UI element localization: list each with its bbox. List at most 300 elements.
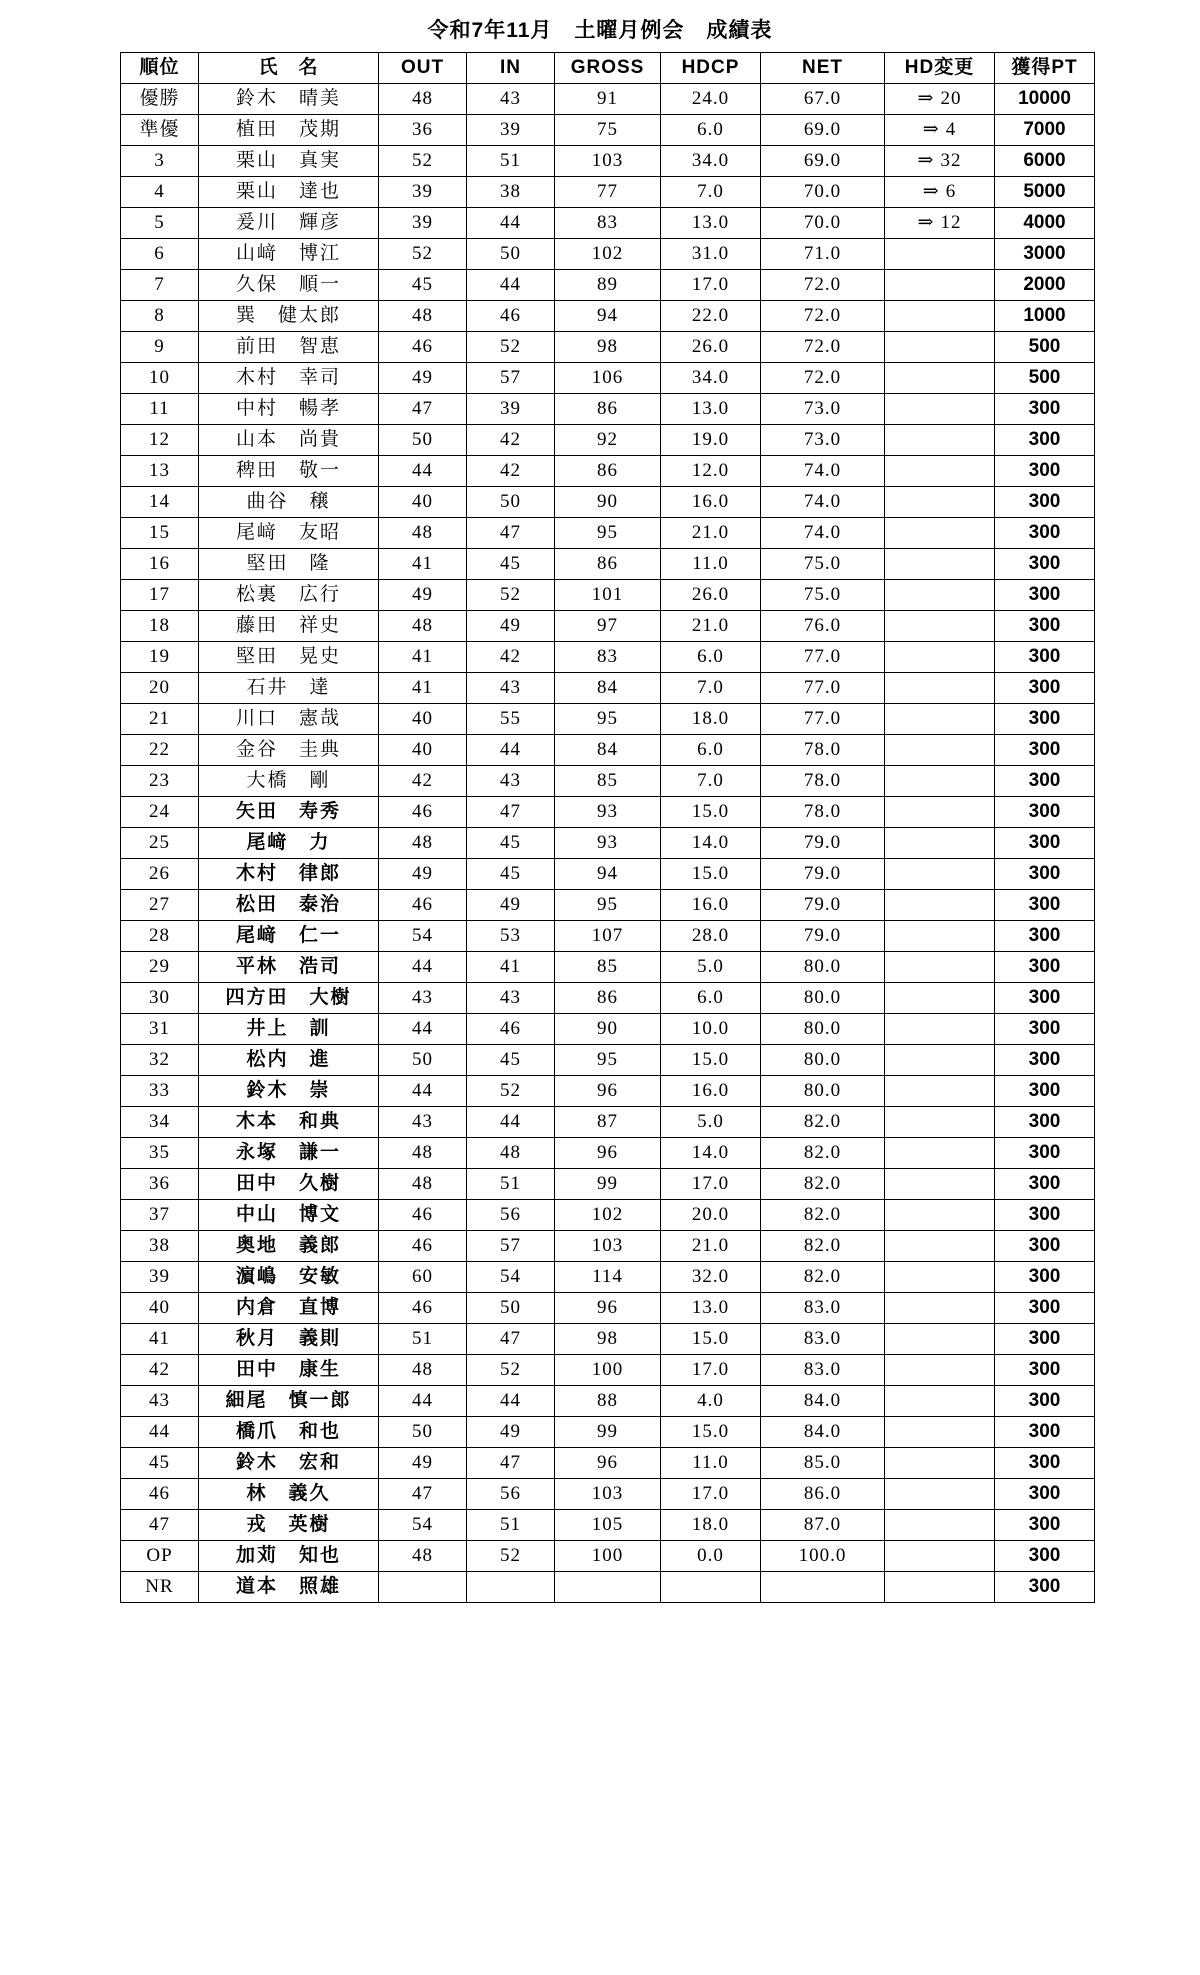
table-row <box>121 1448 1095 1479</box>
cell-hd-change <box>885 394 995 425</box>
cell-name: 爰川 輝彦 <box>199 208 379 239</box>
cell-hd-change <box>885 425 995 456</box>
table-row <box>121 177 1095 208</box>
cell-rank: 42 <box>121 1355 199 1386</box>
cell-in: 39 <box>467 115 555 146</box>
cell-hd-change <box>885 1510 995 1541</box>
cell-name: 木村 律郎 <box>199 859 379 890</box>
cell-hdcp: 7.0 <box>661 673 761 704</box>
cell-hdcp: 15.0 <box>661 797 761 828</box>
table-row <box>121 1324 1095 1355</box>
cell-name: 濵嶋 安敏 <box>199 1262 379 1293</box>
cell-hd-change <box>885 518 995 549</box>
cell-in: 44 <box>467 208 555 239</box>
table-row <box>121 1293 1095 1324</box>
cell-in: 42 <box>467 425 555 456</box>
cell-in: 44 <box>467 735 555 766</box>
cell-name: 尾﨑 力 <box>199 828 379 859</box>
table-row <box>121 1107 1095 1138</box>
column-header-hd-change: HD変更 <box>885 53 995 84</box>
cell-gross: 107 <box>555 921 661 952</box>
cell-points: 500 <box>995 363 1095 394</box>
cell-name: 藤田 祥史 <box>199 611 379 642</box>
cell-hd-change <box>885 332 995 363</box>
table-row <box>121 611 1095 642</box>
cell-net: 73.0 <box>761 394 885 425</box>
cell-net: 84.0 <box>761 1417 885 1448</box>
cell-in: 45 <box>467 828 555 859</box>
cell-points: 2000 <box>995 270 1095 301</box>
cell-hd-change <box>885 611 995 642</box>
cell-rank: 25 <box>121 828 199 859</box>
table-row <box>121 580 1095 611</box>
cell-in: 56 <box>467 1200 555 1231</box>
cell-rank: 27 <box>121 890 199 921</box>
cell-hdcp: 19.0 <box>661 425 761 456</box>
cell-hdcp: 15.0 <box>661 1417 761 1448</box>
cell-hdcp: 32.0 <box>661 1262 761 1293</box>
cell-hd-change <box>885 1262 995 1293</box>
table-row <box>121 983 1095 1014</box>
arrow-right-icon: ⇒ <box>917 88 935 109</box>
cell-hdcp: 31.0 <box>661 239 761 270</box>
cell-gross: 86 <box>555 394 661 425</box>
cell-rank: 44 <box>121 1417 199 1448</box>
cell-hdcp: 20.0 <box>661 1200 761 1231</box>
cell-hd-change <box>885 1014 995 1045</box>
cell-gross: 95 <box>555 704 661 735</box>
table-row <box>121 766 1095 797</box>
cell-gross <box>555 1572 661 1603</box>
cell-hdcp: 10.0 <box>661 1014 761 1045</box>
cell-hdcp: 18.0 <box>661 1510 761 1541</box>
cell-hdcp: 6.0 <box>661 735 761 766</box>
cell-hd-change <box>885 549 995 580</box>
cell-name: 四方田 大樹 <box>199 983 379 1014</box>
cell-in: 52 <box>467 1355 555 1386</box>
cell-points: 300 <box>995 921 1095 952</box>
cell-hdcp: 16.0 <box>661 487 761 518</box>
cell-net: 74.0 <box>761 456 885 487</box>
cell-net: 69.0 <box>761 115 885 146</box>
cell-rank: 3 <box>121 146 199 177</box>
cell-in: 43 <box>467 766 555 797</box>
cell-name: 鈴木 晴美 <box>199 84 379 115</box>
cell-rank: 31 <box>121 1014 199 1045</box>
table-row <box>121 394 1095 425</box>
cell-out: 40 <box>379 704 467 735</box>
cell-net: 75.0 <box>761 549 885 580</box>
cell-hd-change <box>885 270 995 301</box>
cell-gross: 102 <box>555 1200 661 1231</box>
cell-hdcp: 34.0 <box>661 363 761 394</box>
cell-hdcp: 15.0 <box>661 1045 761 1076</box>
arrow-right-icon: ⇒ <box>917 150 935 171</box>
cell-in: 47 <box>467 518 555 549</box>
cell-name: 植田 茂期 <box>199 115 379 146</box>
cell-in: 54 <box>467 1262 555 1293</box>
table-row <box>121 1045 1095 1076</box>
cell-name: 細尾 慎一郎 <box>199 1386 379 1417</box>
cell-gross: 96 <box>555 1076 661 1107</box>
cell-name: 金谷 圭典 <box>199 735 379 766</box>
cell-out: 50 <box>379 1417 467 1448</box>
cell-gross: 100 <box>555 1541 661 1572</box>
cell-net: 76.0 <box>761 611 885 642</box>
cell-hd-change <box>885 1293 995 1324</box>
table-row <box>121 270 1095 301</box>
cell-hdcp: 15.0 <box>661 859 761 890</box>
cell-out: 36 <box>379 115 467 146</box>
cell-out: 45 <box>379 270 467 301</box>
cell-points: 300 <box>995 425 1095 456</box>
cell-in: 45 <box>467 549 555 580</box>
cell-rank: 38 <box>121 1231 199 1262</box>
cell-net: 79.0 <box>761 859 885 890</box>
cell-net: 84.0 <box>761 1386 885 1417</box>
cell-hdcp: 0.0 <box>661 1541 761 1572</box>
cell-hdcp: 17.0 <box>661 1169 761 1200</box>
cell-points: 300 <box>995 1014 1095 1045</box>
table-row <box>121 642 1095 673</box>
cell-net: 100.0 <box>761 1541 885 1572</box>
cell-out: 48 <box>379 1541 467 1572</box>
page-title: 令和7年11月 土曜月例会 成績表 <box>427 19 773 42</box>
hd-change-value: 32 <box>940 150 962 171</box>
cell-out: 40 <box>379 487 467 518</box>
cell-net: 82.0 <box>761 1169 885 1200</box>
cell-hdcp: 16.0 <box>661 890 761 921</box>
cell-rank: 8 <box>121 301 199 332</box>
cell-rank: 19 <box>121 642 199 673</box>
cell-points: 300 <box>995 1262 1095 1293</box>
cell-hdcp: 14.0 <box>661 828 761 859</box>
cell-net <box>761 1572 885 1603</box>
table-row <box>121 921 1095 952</box>
cell-rank: 5 <box>121 208 199 239</box>
cell-hd-change <box>885 115 995 146</box>
cell-points: 300 <box>995 797 1095 828</box>
cell-in: 51 <box>467 146 555 177</box>
cell-rank: 26 <box>121 859 199 890</box>
table-row <box>121 456 1095 487</box>
cell-hd-change <box>885 146 995 177</box>
table-row <box>121 952 1095 983</box>
cell-hd-change <box>885 1324 995 1355</box>
cell-rank: 33 <box>121 1076 199 1107</box>
cell-name: 道本 照雄 <box>199 1572 379 1603</box>
table-row <box>121 1262 1095 1293</box>
cell-gross: 84 <box>555 735 661 766</box>
table-row <box>121 1231 1095 1262</box>
cell-net: 74.0 <box>761 518 885 549</box>
cell-rank: 16 <box>121 549 199 580</box>
cell-name: 堅田 晃史 <box>199 642 379 673</box>
cell-hdcp: 17.0 <box>661 270 761 301</box>
hd-change-value: 4 <box>945 119 957 140</box>
cell-in: 38 <box>467 177 555 208</box>
cell-rank: 23 <box>121 766 199 797</box>
cell-name: 井上 訓 <box>199 1014 379 1045</box>
cell-in: 52 <box>467 332 555 363</box>
cell-gross: 96 <box>555 1448 661 1479</box>
cell-net: 85.0 <box>761 1448 885 1479</box>
cell-gross: 98 <box>555 1324 661 1355</box>
cell-points: 4000 <box>995 208 1095 239</box>
cell-gross: 99 <box>555 1417 661 1448</box>
cell-points: 300 <box>995 1293 1095 1324</box>
cell-in: 51 <box>467 1510 555 1541</box>
cell-gross: 90 <box>555 1014 661 1045</box>
cell-out: 48 <box>379 1138 467 1169</box>
cell-net: 77.0 <box>761 642 885 673</box>
cell-hd-change <box>885 828 995 859</box>
cell-points: 5000 <box>995 177 1095 208</box>
cell-out: 41 <box>379 673 467 704</box>
cell-points: 300 <box>995 611 1095 642</box>
cell-gross: 96 <box>555 1138 661 1169</box>
cell-out <box>379 1572 467 1603</box>
cell-name: 矢田 寿秀 <box>199 797 379 828</box>
cell-in: 44 <box>467 270 555 301</box>
cell-gross: 85 <box>555 766 661 797</box>
cell-points: 6000 <box>995 146 1095 177</box>
cell-gross: 86 <box>555 549 661 580</box>
cell-in: 51 <box>467 1169 555 1200</box>
table-row <box>121 1572 1095 1603</box>
cell-name: 永塚 謙一 <box>199 1138 379 1169</box>
cell-hdcp: 17.0 <box>661 1355 761 1386</box>
table-row <box>121 487 1095 518</box>
cell-rank: 準優 <box>121 115 199 146</box>
cell-net: 71.0 <box>761 239 885 270</box>
cell-gross: 103 <box>555 1479 661 1510</box>
cell-net: 73.0 <box>761 425 885 456</box>
cell-name: 内倉 直博 <box>199 1293 379 1324</box>
cell-gross: 92 <box>555 425 661 456</box>
cell-points: 300 <box>995 1448 1095 1479</box>
cell-rank: 24 <box>121 797 199 828</box>
cell-hdcp: 13.0 <box>661 1293 761 1324</box>
cell-name: 石井 達 <box>199 673 379 704</box>
cell-name: 松内 進 <box>199 1045 379 1076</box>
table-row <box>121 828 1095 859</box>
cell-rank: 21 <box>121 704 199 735</box>
cell-out: 44 <box>379 1014 467 1045</box>
cell-hdcp: 16.0 <box>661 1076 761 1107</box>
cell-hd-change <box>885 735 995 766</box>
cell-points: 300 <box>995 735 1095 766</box>
cell-net: 83.0 <box>761 1293 885 1324</box>
cell-out: 43 <box>379 1107 467 1138</box>
cell-out: 50 <box>379 425 467 456</box>
cell-net: 80.0 <box>761 952 885 983</box>
cell-out: 52 <box>379 146 467 177</box>
cell-net: 78.0 <box>761 797 885 828</box>
results-page <box>120 0 1080 1603</box>
cell-rank: 優勝 <box>121 84 199 115</box>
cell-gross: 95 <box>555 518 661 549</box>
cell-name: 鈴木 崇 <box>199 1076 379 1107</box>
cell-in: 46 <box>467 1014 555 1045</box>
cell-net: 82.0 <box>761 1138 885 1169</box>
cell-in: 50 <box>467 1293 555 1324</box>
cell-hd-change <box>885 766 995 797</box>
cell-points: 300 <box>995 487 1095 518</box>
cell-in: 52 <box>467 1076 555 1107</box>
cell-out: 49 <box>379 580 467 611</box>
cell-name: 田中 久樹 <box>199 1169 379 1200</box>
cell-rank: 12 <box>121 425 199 456</box>
cell-net: 70.0 <box>761 177 885 208</box>
cell-points: 300 <box>995 1479 1095 1510</box>
cell-points: 300 <box>995 1572 1095 1603</box>
cell-points: 300 <box>995 952 1095 983</box>
cell-gross: 86 <box>555 983 661 1014</box>
cell-in: 47 <box>467 797 555 828</box>
cell-hdcp: 22.0 <box>661 301 761 332</box>
cell-name: 鈴木 宏和 <box>199 1448 379 1479</box>
cell-rank: 39 <box>121 1262 199 1293</box>
cell-hd-change <box>885 1076 995 1107</box>
cell-points: 300 <box>995 549 1095 580</box>
cell-points: 300 <box>995 1324 1095 1355</box>
cell-hdcp: 26.0 <box>661 332 761 363</box>
cell-hd-change <box>885 983 995 1014</box>
cell-name: 栗山 真実 <box>199 146 379 177</box>
cell-in: 44 <box>467 1107 555 1138</box>
cell-in: 57 <box>467 363 555 394</box>
cell-gross: 94 <box>555 301 661 332</box>
cell-out: 46 <box>379 890 467 921</box>
cell-points: 300 <box>995 456 1095 487</box>
cell-rank: 17 <box>121 580 199 611</box>
cell-out: 48 <box>379 1355 467 1386</box>
hd-change-value: 20 <box>940 88 962 109</box>
table-row <box>121 1386 1095 1417</box>
cell-gross: 93 <box>555 828 661 859</box>
table-row <box>121 1541 1095 1572</box>
cell-rank: 13 <box>121 456 199 487</box>
cell-in: 50 <box>467 487 555 518</box>
table-row <box>121 704 1095 735</box>
cell-hd-change <box>885 952 995 983</box>
cell-rank: 36 <box>121 1169 199 1200</box>
cell-in: 49 <box>467 1417 555 1448</box>
cell-in: 53 <box>467 921 555 952</box>
column-header-name: 氏 名 <box>199 53 379 84</box>
cell-net: 74.0 <box>761 487 885 518</box>
column-header-in: IN <box>467 53 555 84</box>
cell-points: 300 <box>995 394 1095 425</box>
cell-hdcp: 7.0 <box>661 177 761 208</box>
column-header-rank: 順位 <box>121 53 199 84</box>
table-row <box>121 1138 1095 1169</box>
cell-net: 83.0 <box>761 1324 885 1355</box>
table-row <box>121 332 1095 363</box>
cell-gross: 100 <box>555 1355 661 1386</box>
cell-hdcp: 17.0 <box>661 1479 761 1510</box>
cell-gross: 87 <box>555 1107 661 1138</box>
cell-in: 41 <box>467 952 555 983</box>
cell-in: 48 <box>467 1138 555 1169</box>
cell-name: 大橋 剛 <box>199 766 379 797</box>
hd-change-value: 6 <box>945 181 957 202</box>
cell-rank: 10 <box>121 363 199 394</box>
cell-out: 39 <box>379 177 467 208</box>
table-body <box>121 84 1095 1603</box>
cell-name: 木村 幸司 <box>199 363 379 394</box>
cell-rank: 40 <box>121 1293 199 1324</box>
cell-gross: 97 <box>555 611 661 642</box>
cell-gross: 83 <box>555 208 661 239</box>
cell-net: 70.0 <box>761 208 885 239</box>
cell-rank: 41 <box>121 1324 199 1355</box>
cell-name: 中村 暢孝 <box>199 394 379 425</box>
cell-net: 75.0 <box>761 580 885 611</box>
cell-hdcp: 11.0 <box>661 1448 761 1479</box>
cell-gross: 88 <box>555 1386 661 1417</box>
cell-rank: OP <box>121 1541 199 1572</box>
cell-net: 72.0 <box>761 301 885 332</box>
cell-hdcp: 26.0 <box>661 580 761 611</box>
cell-rank: 29 <box>121 952 199 983</box>
cell-hdcp: 21.0 <box>661 611 761 642</box>
cell-rank: NR <box>121 1572 199 1603</box>
cell-rank: 4 <box>121 177 199 208</box>
cell-out: 41 <box>379 549 467 580</box>
cell-out: 60 <box>379 1262 467 1293</box>
cell-out: 47 <box>379 1479 467 1510</box>
cell-name: 山﨑 博江 <box>199 239 379 270</box>
cell-name: 秋月 義則 <box>199 1324 379 1355</box>
cell-name: 橋爪 和也 <box>199 1417 379 1448</box>
cell-net: 82.0 <box>761 1262 885 1293</box>
cell-in: 46 <box>467 301 555 332</box>
cell-in: 43 <box>467 84 555 115</box>
cell-out: 49 <box>379 859 467 890</box>
cell-out: 44 <box>379 1386 467 1417</box>
cell-net: 80.0 <box>761 1045 885 1076</box>
column-header-out: OUT <box>379 53 467 84</box>
cell-name: 前田 智恵 <box>199 332 379 363</box>
cell-points: 300 <box>995 766 1095 797</box>
cell-rank: 11 <box>121 394 199 425</box>
cell-net: 82.0 <box>761 1200 885 1231</box>
table-row <box>121 146 1095 177</box>
cell-points: 300 <box>995 673 1095 704</box>
table-row <box>121 549 1095 580</box>
cell-rank: 6 <box>121 239 199 270</box>
cell-net: 79.0 <box>761 828 885 859</box>
table-row <box>121 363 1095 394</box>
cell-out: 48 <box>379 611 467 642</box>
cell-points: 300 <box>995 1138 1095 1169</box>
cell-in: 52 <box>467 580 555 611</box>
cell-points: 300 <box>995 580 1095 611</box>
cell-points: 300 <box>995 518 1095 549</box>
column-header-net: NET <box>761 53 885 84</box>
cell-net: 80.0 <box>761 983 885 1014</box>
cell-hd-change <box>885 1386 995 1417</box>
table-row <box>121 1417 1095 1448</box>
cell-name: 曲谷 穣 <box>199 487 379 518</box>
cell-rank: 30 <box>121 983 199 1014</box>
cell-hd-change <box>885 890 995 921</box>
cell-in: 45 <box>467 1045 555 1076</box>
cell-gross: 93 <box>555 797 661 828</box>
cell-in: 43 <box>467 673 555 704</box>
